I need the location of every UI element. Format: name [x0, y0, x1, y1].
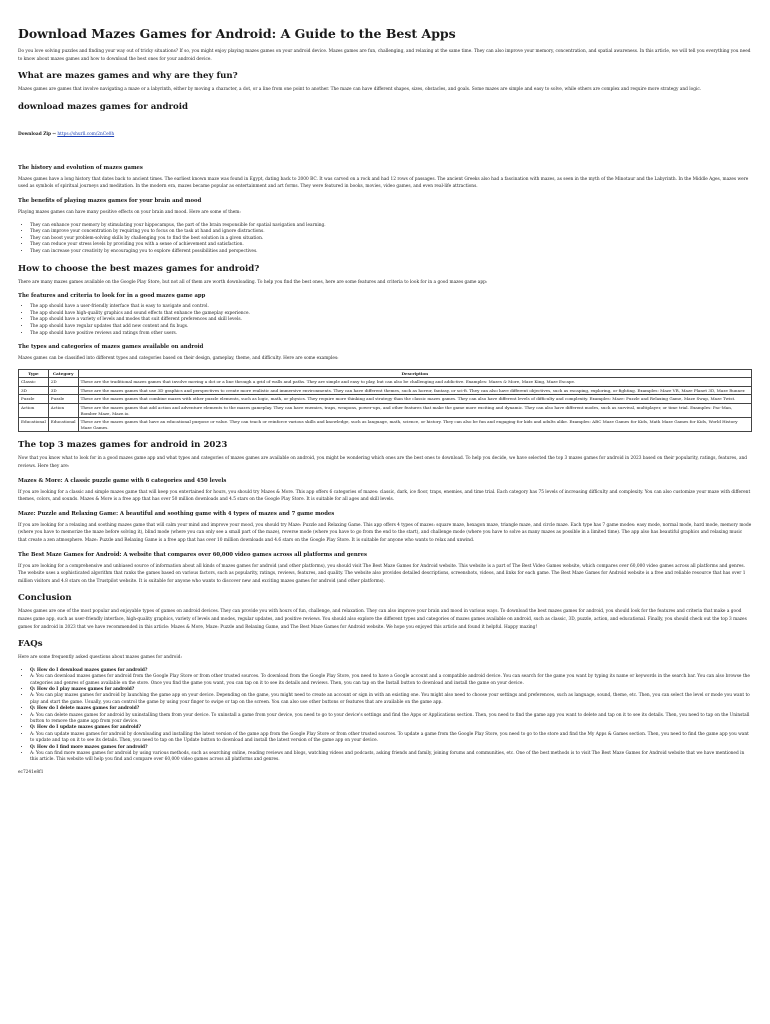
- column-header-category: Category: [48, 369, 78, 378]
- top3-heading: The top 3 mazes games for android in 2023: [18, 440, 228, 451]
- history-heading: The history and evolution of mazes games: [18, 164, 143, 171]
- list-item: • They can boost your problem-solving skills by challenging you to find the best solution in a given situation.: [30, 236, 752, 243]
- table-row: [19, 378, 752, 387]
- download-zip-label: Download Zip: [18, 131, 51, 137]
- download-link[interactable]: https://shurll.com/2nCe0h: [57, 131, 115, 137]
- list-item: • They can reduce your stress levels by providing you with a sense of achievement and satisfaction.: [30, 242, 752, 249]
- faq-question: • Q: How do I download mazes games for android?: [30, 668, 752, 674]
- table-cell: Classic: [19, 378, 49, 387]
- faq-answer: • A: You can play mazes games for android by launching the game app on your device. Depending on the game, you might need to create an account or sign in with an existing one. You might also need to choose your settings and preferences, such as language, sound, theme, etc. Then, you can select the level or mode you want to play and start the game. Usually, you can control the game by using your finger to swipe or tap on the screen. You can also use other buttons or features that are available on the game app.: [30, 693, 752, 706]
- table-cell: Action: [48, 404, 78, 418]
- choose-paragraph: There are many mazes games available on the Google Play Store, but not all of them are worth downloading. To help you find the best ones, here are some features and criteria to look for in a good mazes game app:: [18, 279, 488, 285]
- table-cell: These are the mazes games that add action and adventure elements to the mazes gameplay. They can have enemies, traps, weapons, power-ups, and other features that make the game more exciting and dynamic. They can also have different modes, such as survival, multiplayer, or time trial. Examples: Pac-Man, Bomber Maze, Maze.io.: [78, 404, 751, 418]
- section-heading-download: download mazes games for android: [18, 101, 189, 112]
- top3-paragraph: Now that you know what to look for in a good mazes game app and what types and categories of mazes games are available on android, you might be wondering which ones are the best ones to download. To help you decide, we have selected the top 3 mazes games for android in 2023 based on their popularity, ratings, features, and reviews. Here they are:: [18, 456, 748, 470]
- footer-code: ec7241e8f1: [18, 769, 44, 775]
- list-item: • The app should have a user-friendly interface that is easy to navigate and control.: [30, 304, 752, 311]
- table-cell: 3D: [48, 386, 78, 395]
- table-cell: 2D: [48, 378, 78, 387]
- game2-paragraph: If you are looking for a relaxing and soothing mazes game that will calm your mind and improve your mood, you should try Maze: Puzzle and Relaxing Game. This app offers 4 types of mazes: square maze, hexagon maze, triangle maze, and circle maze. Each type has 7 game modes: easy mode, normal mode, hard mode, memory mode (where you have to memorize the maze before solving it), blind mode (where you can only see a small part of the maze), reverse mode (where you have to go from the end to the start), and challenge mode (where you have to solve as many mazes as possible in a limited time). The app also has beautiful graphics and relaxing music that create a zen atmosphere. Maze: Puzzle and Relaxing Game is a free app that has over 10 million downloads and 4.6 stars on the Google Play Store. It is suitable for anyone who wants to relax and unwind.: [18, 522, 752, 543]
- intro-paragraph: Do you love solving puzzles and finding your way out of tricky situations? If so, you might enjoy playing mazes games on your android device. Mazes games are fun, challenging, and relaxing at the same time. They can also improve your memory, concentration, and spatial awareness. In this article, we will tell you everything you need to know about mazes games and how to download the best ones for your android device.: [18, 49, 751, 62]
- table-cell: Educational: [19, 418, 49, 432]
- table-cell: Educational: [48, 418, 78, 432]
- faq-list: [18, 668, 752, 764]
- list-item: • The app should have positive reviews and ratings from other users.: [30, 331, 752, 338]
- list-item: • The app should have regular updates that add new content and fix bugs.: [30, 324, 752, 331]
- faq-answer: • A: You can delete mazes games for android by uninstalling them from your device. To uninstall a game from your device, you need to go to your device's settings and find the Apps or Applications section. Then, you need to find the game app you want to delete and tap on it to see its details. Then, you need to tap on the Uninstall button to remove the game app from your device.: [30, 713, 752, 726]
- benefits-paragraph: Playing mazes games can have many positive effects on your brain and mood. Here are some of them:: [18, 209, 241, 215]
- download-arrows-icon: ⇔: [52, 131, 56, 137]
- faq-question: • Q: How do I update mazes games for android?: [30, 725, 752, 731]
- table-cell: 3D: [19, 386, 49, 395]
- list-item: • The app should have high-quality graphics and sound effects that enhance the gameplay experience.: [30, 311, 752, 318]
- list-item: • The app should have a variety of levels and modes that suit different preferences and skill levels.: [30, 317, 752, 324]
- faq-answer: • A: You can download mazes games for android from the Google Play Store or from other trusted sources. To download from the Google Play Store, you need to have a Google account and a compatible android device. You can search for the game you want by typing its name or keywords in the search bar. You can also browse the categories and genres of games available on the store. Once you find the game you want, you can tap on it to see its details and reviews. Then, you can tap on the Install button to download and install the game on your device.: [30, 674, 752, 687]
- column-header-description: Description: [78, 369, 751, 378]
- game1-heading: Mazes & More: A classic puzzle game with 6 categories and 450 levels: [18, 477, 227, 484]
- table-cell: Puzzle: [19, 395, 49, 404]
- faq-question: • Q: How do I find more mazes games for android?: [30, 745, 752, 751]
- table-cell: Puzzle: [48, 395, 78, 404]
- types-heading: The types and categories of mazes games available on android: [18, 344, 204, 351]
- column-header-type: Type: [19, 369, 49, 378]
- table-row: [19, 395, 752, 404]
- faq-answer: • A: You can find more mazes games for android by using various methods, such as searching online, reading reviews and blogs, watching videos and podcasts, asking friends and family, joining forums and communities, etc. One of the best methods is to visit The Best Maze Games for Android website that we have mentioned in this article. This website will help you find and compare over 60,000 video games across all platforms and genres.: [30, 751, 752, 764]
- benefits-heading: The benefits of playing mazes games for your brain and mood: [18, 197, 202, 204]
- game3-paragraph: If you are looking for a comprehensive and unbiased source of information about all kinds of mazes games for android (and other platforms), you should visit The Best Maze Games for Android website. This website is a part of The Best Video Games website, which compares over 60,000 video games across all platforms and genres. The website uses a sophisticated algorithm that ranks the games based on various factors, such as popularity, ratings, reviews, features, and quality. The website also provides detailed descriptions, screenshots, videos, and links for each game. The Best Maze Games for Android website is a free and reliable resource that has over 1 million visitors and 4.8 stars on the Trustpilot website. It is suitable for anyone who wants to discover new and exciting mazes games for android (and other platforms).: [18, 563, 746, 584]
- history-paragraph: Mazes games have a long history that dates back to ancient times. The earliest known maze was found in Egypt, dating back to 2000 BC. It was carved on a rock and had 12 rows of passages. The ancient Greeks also had a fascination with mazes, as seen in the myth of the Minotaur and the Labyrinth. In the Middle Ages, mazes were used as symbols of spiritual journeys and meditation. In the modern era, mazes became popular as entertainment and art forms. They were featured in books, movies, video games, and even real-life attractions.: [18, 176, 749, 190]
- faq-answer: • A: You can update mazes games for android by downloading and installing the latest version of the game app from the Google Play Store or from other trusted sources. To update a game from the Google Play Store, you need to go to the store and find the My Apps & Games section. Then, you need to find the game app you want to update and tap on it to see its details. Then, you need to tap on the Update button to download and install the latest version of the game app on your device.: [30, 732, 752, 745]
- table-cell: These are the traditional mazes games that involve moving a dot or a line through a grid of walls and paths. They are simple and easy to play, but can also be challenging and addictive. Examples: Mazes & More, Maze King, Maze Escape.: [78, 378, 751, 387]
- benefits-list: [18, 223, 752, 256]
- table-cell: Action: [19, 404, 49, 418]
- features-heading: The features and criteria to look for in a good mazes game app: [18, 293, 206, 300]
- faqs-heading: FAQs: [18, 639, 43, 650]
- table-row: [19, 418, 752, 432]
- table-cell: These are the mazes games that use 3D graphics and perspectives to create more realistic and immersive environments. They can have different themes, such as horror, fantasy, or sci-fi. They can also have different objectives, such as escaping, exploring, or fighting. Examples: Maze VR, Maze Planet 3D, Maze Runner.: [78, 386, 751, 395]
- section-paragraph-what-are-mazes: Mazes games are games that involve navigating a maze or a labyrinth, either by moving a character, a dot, or a line from one point to another. The maze can have different shapes, sizes, obstacles, and goals. Some mazes are simple and easy to solve, while others are complex and require more strategy and logic.: [18, 87, 702, 93]
- faq-question: • Q: How do I play mazes games for android?: [30, 687, 752, 693]
- list-item: • They can enhance your memory by stimulating your hippocampus, the part of the brain responsible for spatial navigation and learning.: [30, 223, 752, 230]
- conclusion-paragraph: Mazes games are one of the most popular and enjoyable types of games on android devices. They can provide you with hours of fun, challenge, and relaxation. They can also improve your brain and mood in various ways. To download the best mazes games for android, you should look for the features and criteria that make a good mazes game app, such as user-friendly interface, high-quality graphics, variety of levels and modes, regular updates, and positive reviews. You should also explore the different types and categories of mazes games available on android, such as classic, 3D, puzzle, action, and educational. Finally, you should check out the top 3 mazes games for android in 2023 that we have recommended in this article: Mazes & More, Maze: Puzzle and Relaxing Game, and The Best Maze Games for Android website. We hope you enjoyed this article and found it helpful. Happy mazing!: [18, 609, 747, 630]
- list-item: • They can improve your concentration by requiring you to focus on the task at hand and ignore distractions.: [30, 229, 752, 236]
- features-list: [18, 304, 752, 337]
- page-title: Download Mazes Games for Android: A Guide to the Best Apps: [18, 26, 456, 41]
- table-header-row: [19, 369, 752, 378]
- section-heading-what-are-mazes: What are mazes games and why are they fun?: [18, 71, 238, 82]
- faq-question: • Q: How do I delete mazes games for android?: [30, 706, 752, 712]
- download-line: [18, 132, 752, 137]
- faqs-intro: Here are some frequently asked questions about mazes games for android:: [18, 655, 182, 661]
- table-row: [19, 404, 752, 418]
- types-paragraph: Mazes games can be classified into different types and categories based on their design, gameplay, theme, and difficulty. Here are some examples:: [18, 356, 339, 362]
- list-item: • They can increase your creativity by encouraging you to explore different possibilities and perspectives.: [30, 249, 752, 256]
- table-cell: These are the mazes games that have an educational purpose or value. They can teach or reinforce various skills and knowledge, such as language, math, science, or history. They can also be fun and engaging for kids and adults alike. Examples: ABC Maze Games for Kids, Math Maze Games for Kids, World History Maze Games.: [78, 418, 751, 432]
- game3-heading: The Best Maze Games for Android: A website that compares over 60,000 video games across all platforms and genres: [18, 551, 367, 558]
- game2-heading: Maze: Puzzle and Relaxing Game: A beautiful and soothing game with 4 types of mazes and 7 game modes: [18, 510, 335, 517]
- choose-heading: How to choose the best mazes games for android?: [18, 263, 260, 274]
- table-cell: These are the mazes games that combine mazes with other puzzle elements, such as logic, math, or physics. They require more thinking and strategy than the classic mazes games. They can also have different levels of difficulty and complexity. Examples: Maze: Puzzle and Relaxing Game, Maze Swap, Maze Twist.: [78, 395, 751, 404]
- conclusion-heading: Conclusion: [18, 593, 72, 604]
- game1-paragraph: If you are looking for a classic and simple mazes game that will keep you entertained for hours, you should try Mazes & More. This app offers 6 categories of mazes: classic, dark, ice floor, traps, enemies, and time trial. Each category has 75 levels of increasing difficulty and complexity. You can also customize your maze with different themes, colors, and sounds. Mazes & More is a free app that has over 50 million downloads and 4.5 stars on the Google Play Store. It is suitable for all ages and skill levels.: [18, 489, 751, 503]
- types-table: [18, 369, 752, 433]
- table-row: [19, 386, 752, 395]
